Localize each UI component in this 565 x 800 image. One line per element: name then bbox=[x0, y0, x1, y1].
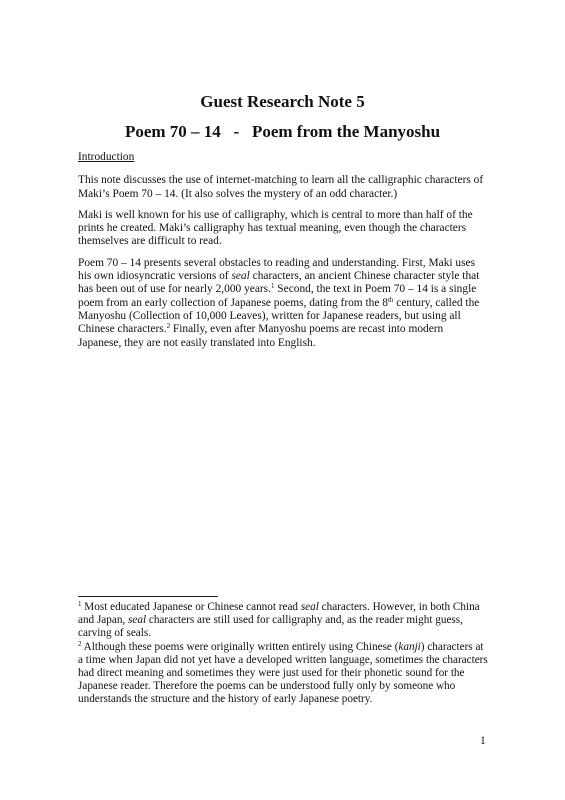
footnote-1 bbox=[78, 601, 488, 641]
paragraph-3-text: Poem 70 – 14 presents several obstacles to reading and understanding. First, Maki uses his own idiosyncratic versions of bbox=[78, 256, 476, 283]
paragraph-3 bbox=[78, 257, 488, 350]
footnote-1-text: characters. However, in both China and Japan, bbox=[78, 601, 480, 627]
footnote-ref-1[interactable]: 1 bbox=[270, 282, 275, 291]
footnote-1-text: Most educated Japanese or Chinese cannot read bbox=[81, 601, 301, 613]
seal-emphasis: seal bbox=[231, 270, 250, 283]
section-heading: Introduction bbox=[78, 151, 135, 163]
footnote-1-text: characters are still used for calligraphy and, as the reader might guess, carving of seals. bbox=[78, 614, 463, 640]
main-content bbox=[78, 151, 488, 358]
seal-emphasis: seal bbox=[300, 601, 319, 613]
footnote-1-number: 1 bbox=[78, 600, 82, 608]
document-subtitle: Poem 70 – 14 - Poem from the Manyoshu bbox=[124, 122, 441, 141]
page-number: 1 bbox=[480, 735, 486, 747]
ordinal-suffix: th bbox=[387, 295, 394, 304]
paragraph-1: This note discusses the use of internet-matching to learn all the calligraphic characters of Maki’s Poem 70 – 14. (It also solves the mystery of an odd character.) bbox=[78, 174, 484, 200]
paragraph-3-text: Second, the text in Poem 70 – 14 is a single poem from an early collection of Japanese poems, dating from the 8 bbox=[78, 283, 477, 309]
kanji-emphasis: kanji bbox=[398, 640, 421, 653]
paragraph-2: Maki is well known for his use of calligraphy, which is central to more than half of the prints he created. Maki’s calligraphy has textual meaning, even though the characters themselves are difficult to read. bbox=[78, 208, 473, 248]
paragraph-3-text: characters, an ancient Chinese character style that has been out of use for nearly 2,000 years. bbox=[78, 270, 480, 296]
document-title: Guest Research Note 5 bbox=[200, 92, 365, 111]
footnote-2-text: ) characters at a time when Japan did not yet have a developed written language, sometimes the characters had direct meaning and sometimes they were just used for their phonetic sound for the Japanese reader. Therefore the poems can be understood fully only by someone who understands the structure and the history of early Japanese poetry. bbox=[78, 640, 488, 706]
footnote-2-number: 2 bbox=[78, 639, 82, 648]
seal-emphasis: seal bbox=[128, 614, 147, 627]
paragraph-3-text: Finally, even after Manyoshu poems are recast into modern Japanese, they are not easily translated into English. bbox=[78, 323, 444, 349]
paragraph-3-text: century, called the Manyoshu (Collection of 10,000 Leaves), written for Japanese readers, but using all Chinese characters. bbox=[78, 296, 480, 336]
footnote-2 bbox=[78, 641, 488, 707]
footnote-ref-2[interactable]: 2 bbox=[166, 322, 171, 331]
footnote-divider bbox=[78, 596, 218, 597]
footnotes bbox=[78, 601, 488, 707]
footnote-2-text: Although these poems were originally written entirely using Chinese ( bbox=[81, 640, 399, 653]
